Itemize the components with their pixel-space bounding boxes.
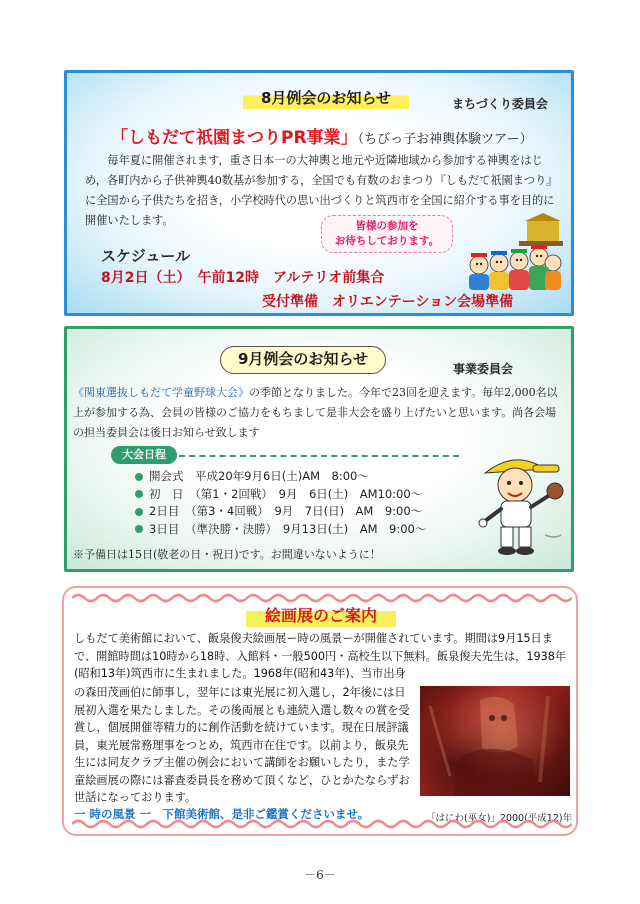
invitation-bubble-line1: 皆様の参加を [355, 220, 419, 232]
august-description: 毎年夏に開催されます，重さ日本一の大神輿と地元や近隣地域から参加する神輿をはじめ，各町内から子供神輿40数基が参加する，全国でも有数のおまつり『しもだて祇園まつり』に全国から子供たちを招き，小学校時代の思い出づくりと筑西市を全国に紹介する事を目的に開催いたします。 [85, 154, 558, 227]
schedule-line-2: 受付準備 オリエンテーション会場準備 [262, 294, 514, 310]
september-organizer: 事業委員会 [453, 362, 514, 376]
tournament-schedule [135, 468, 426, 538]
schedule-item: 開会式 平成20年9月6日(土)AM 8:00～ [135, 468, 426, 486]
schedule-item: 3日目 （準決勝・決勝） 9月13日(土) AM 9:00～ [135, 521, 426, 539]
haniwa-painting [420, 686, 570, 796]
page-number: －6－ [304, 868, 336, 882]
schedule-item: 初 日 （第1・2回戦） 9月 6日(土) AM10:00～ [135, 486, 426, 504]
august-meeting-notice [64, 70, 574, 316]
september-description-text: の季節となりました。今年で23回を迎えます。毎年2,000名以上が参加する為、会員の皆様のご協力をもちまして是非大会を盛り上げたいと思います。尚各会場の担当委員会は後日お知らせ致します [73, 386, 558, 439]
tournament-name: 《関東選抜しもだて学童野球大会》 [73, 386, 249, 399]
august-event-heading [111, 123, 533, 148]
bullet-icon [135, 508, 143, 516]
september-notice-title: 9月例会のお知らせ [220, 346, 386, 374]
schedule-item: 2日目 （第3・4回戦） 9月 7日(日) AM 9:00～ [135, 503, 426, 521]
september-description [73, 383, 567, 443]
august-event-subtitle: （ちびっ子お神輿体験ツアー） [357, 132, 533, 147]
bullet-icon [135, 525, 143, 533]
wave-border-bottom [72, 818, 572, 830]
bullet-icon [135, 490, 143, 498]
painting-caption: 「はにわ(巫女)」2000(平成12)年 [426, 813, 573, 824]
invitation-bubble-line2: お待ちしております。 [334, 235, 440, 247]
baseball-player-illustration [475, 447, 567, 559]
exhibition-title: 絵画展のご案内 [246, 604, 396, 628]
august-event-name: 「しもだて祇園まつりPR事業」 [111, 128, 358, 148]
program-divider [179, 455, 459, 457]
artist-biography: の森田茂画伯に師事し，翌年には東光展に初入選し，2年後には日展初入選を果たしました。その後両展とも連続入選し数々の賞を受賞し，個展開催等精力的に創作活動を続けています。現在日展評議員，東光展常務理事をつとめ，筑西市在住です。以前より，飯泉先生には同友クラブ主催の例会において講師をお願いしたり，また学童絵画展の際には審査委員長を務めて頂くなど，ひとかたならずお世話になっております。 [74, 686, 410, 804]
august-organizer: まちづくり委員会 [452, 97, 548, 111]
schedule-heading: スケジュール [101, 247, 191, 265]
reserve-day-note: ※予備日は15日(敬老の日・祝日)です。お間違いないように！ [73, 548, 381, 561]
exhibition-closing-line: 一 時の風景 一 下館美術館、是非ご鑑賞くださいませ。 [74, 807, 370, 821]
wave-border-top [72, 592, 572, 604]
september-meeting-notice [64, 326, 574, 572]
program-label: 大会日程 [111, 446, 177, 464]
bullet-icon [135, 473, 143, 481]
august-notice-title: 8月例会のお知らせ [243, 85, 409, 111]
schedule-line-1: 8月2日（土） 午前12時 アルテリオ前集合 [101, 270, 385, 286]
invitation-bubble [321, 215, 453, 253]
mikoshi-children-illustration [457, 213, 565, 293]
art-exhibition-notice [62, 586, 578, 836]
exhibition-intro: しもだて美術館において、飯泉俊夫絵画展ー時の風景ーが開催されています。期間は9月15日まで、開館時間は10時から18時、入館料・一般500円・高校生以下無料。飯泉俊夫先生は，1938年(昭和13年)筑西市に生まれました。1968年(昭和43年)、当市出身 [74, 632, 567, 680]
